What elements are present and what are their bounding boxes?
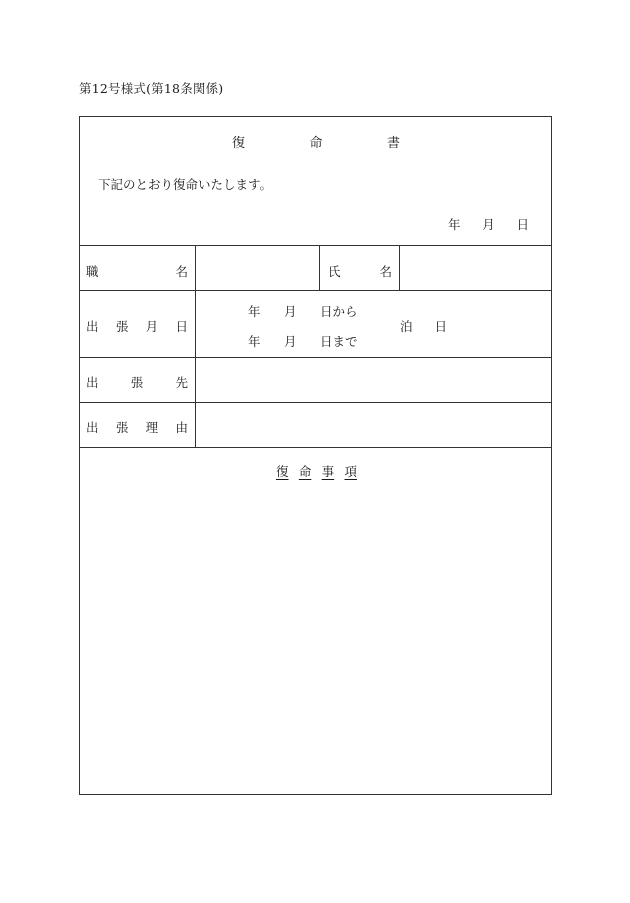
divider xyxy=(80,290,551,291)
trip-reason-field[interactable] xyxy=(196,403,552,447)
trip-end-date[interactable]: 年 月 日まで xyxy=(248,334,358,349)
divider xyxy=(80,447,551,448)
report-form-table xyxy=(79,116,552,795)
report-items-heading: 復 命 事 項 xyxy=(276,464,357,479)
nights-days[interactable]: 泊 日 xyxy=(400,319,447,334)
trip-reason-label: 出 張 理 由 xyxy=(86,420,188,435)
name-label: 氏 名 xyxy=(328,264,392,279)
name-field[interactable] xyxy=(400,246,552,290)
divider xyxy=(319,245,320,290)
trip-dates-label: 出 張 月 日 xyxy=(86,319,188,334)
destination-field[interactable] xyxy=(196,358,552,402)
position-field[interactable] xyxy=(196,246,319,290)
report-statement: 下記のとおり復命いたします。 xyxy=(98,177,273,192)
destination-label: 出 張 先 xyxy=(86,375,188,390)
document-title: 復 命 書 xyxy=(232,136,400,151)
trip-start-date[interactable]: 年 月 日から xyxy=(248,304,358,319)
position-label: 職 名 xyxy=(86,264,188,279)
report-date: 年 月 日 xyxy=(448,217,529,232)
report-items-field[interactable] xyxy=(80,487,551,793)
form-number-label: 第12号様式(第18条関係) xyxy=(79,81,224,96)
